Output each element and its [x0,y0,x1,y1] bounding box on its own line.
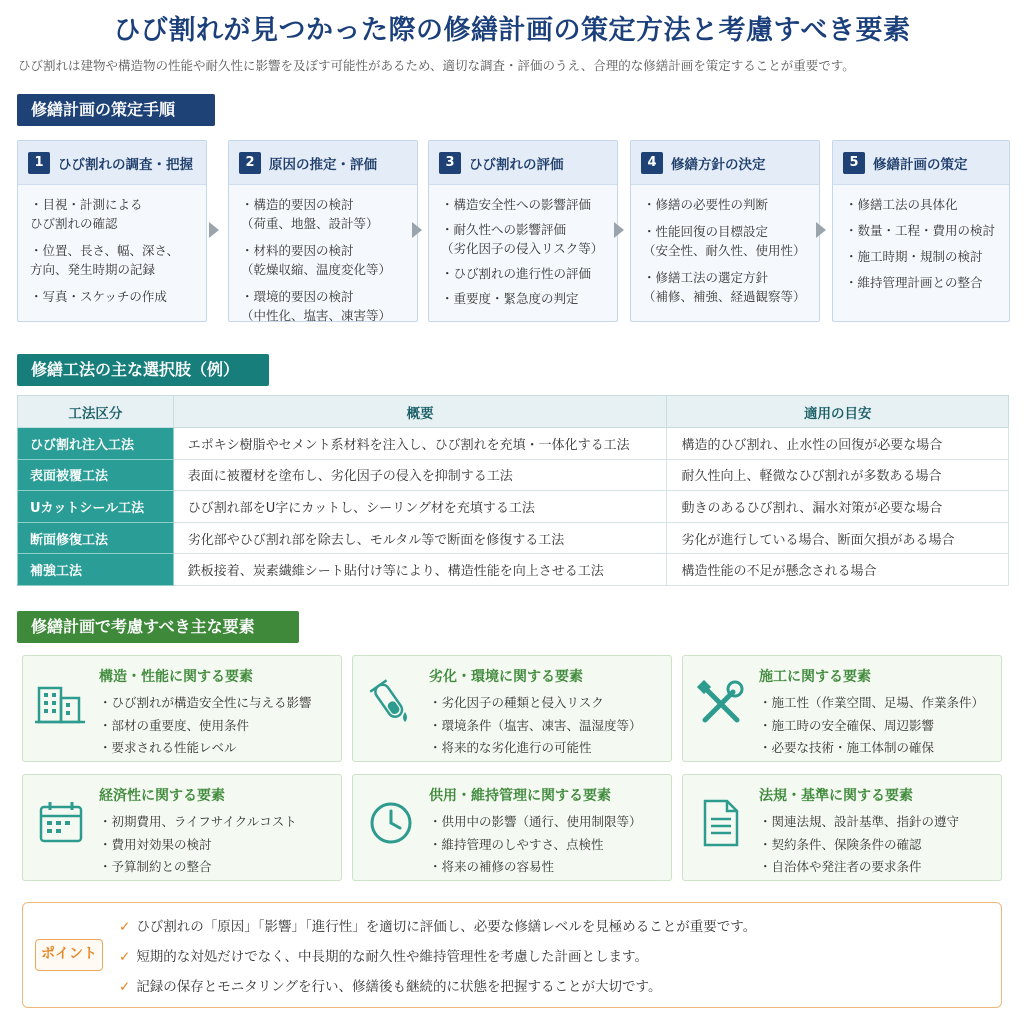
checkmark-icon: ✓ [119,919,131,935]
step-card-4 [630,140,820,322]
page-subtitle: ひび割れは建物や構造物の性能や耐久性に影響を及ぼす可能性があるため、適切な調査・評価のうえ、合理的な修繕計画を策定することが重要です。 [18,58,855,73]
arrow-right-icon [412,222,422,238]
point-line [119,915,756,935]
calendar-icon [33,795,89,851]
clock-icon [363,795,419,851]
document-icon [693,795,749,851]
factor-item: ・施工時の安全確保、周辺影響 [759,717,935,733]
step-item: ・施工時期・規制の検討 [845,249,983,264]
step-item: ・重要度・緊急度の判定 [441,291,579,306]
factor-item: ・将来的な劣化進行の可能性 [429,740,592,755]
factor-item: ・維持管理のしやすさ、点検性 [429,836,604,852]
factor-title: 経済性に関する要素 [99,788,225,804]
step-item: ・数量・工程・費用の検討 [845,223,996,238]
factor-item: ・供用中の影響（通行、使用制限等） [429,814,642,829]
checkmark-icon: ✓ [119,979,131,995]
step-item: ・構造安全性への影響評価 [441,197,592,212]
step-header [429,141,617,185]
arrow-right-icon [209,222,219,238]
page-title: ひび割れが見つかった際の修繕計画の策定方法と考慮すべき要素 [113,15,911,46]
method-summary: エポキシ樹脂やセメント系材料を注入し、ひび割れを充填・一体化する工法 [173,428,667,460]
step-item: ・修繕工法の具体化 [845,197,958,212]
factor-card-construction [682,655,1002,762]
step-header [229,141,417,185]
step-title: 原因の推定・評価 [269,156,377,173]
factors-heading: 修繕計画で考慮すべき主な要素 [17,611,299,643]
column-header: 適用の目安 [667,396,1009,428]
factor-card-deterioration [352,655,672,762]
methods-heading: 修繕工法の主な選択肢（例） [17,354,269,386]
factor-item: ・施工性（作業空間、足場、作業条件） [759,695,985,710]
point-line [119,975,661,995]
factor-card-economy [22,774,342,881]
table-row [18,522,1009,554]
step-item: ・修繕工法の選定方針 （補修、補強、経過観察等） [643,270,806,304]
method-application: 耐久性向上、軽微なひび割れが多数ある場合 [667,459,1009,491]
method-summary: ひび割れ部をU字にカットし、シーリング材を充填する工法 [173,491,667,523]
factor-item: ・環境条件（塩害、凍害、温湿度等） [429,717,642,733]
step-title: 修繕方針の決定 [671,156,766,173]
method-name: 断面修復工法 [18,522,174,554]
step-title: ひび割れの調査・把握 [58,156,193,173]
table-header-row [18,396,1009,428]
factor-item: ・自治体や発注者の要求条件 [759,859,922,874]
method-summary: 鉄板接着、炭素繊維シート貼付け等により、構造性能を向上させる工法 [173,554,667,586]
factor-title: 施工に関する要素 [759,669,871,685]
step-card-1 [17,140,207,322]
step-header [18,141,206,185]
test-tube-icon [363,676,419,732]
step-item: ・目視・計測による ひび割れの確認 [30,197,143,231]
point-text: ひび割れの「原因」「影響」「進行性」を適切に評価し、必要な修繕レベルを見極めることが重要です。 [136,919,757,935]
factor-card-regulations [682,774,1002,881]
step-item: ・耐久性への影響評価 （劣化因子の侵入リスク等） [441,222,604,256]
method-name: Uカットシール工法 [18,491,174,523]
method-name: 補強工法 [18,554,174,586]
table-row [18,491,1009,523]
step-item: ・環境的要因の検討 （中性化、塩害、凍害等） [241,289,392,323]
step-item: ・維持管理計画との整合 [845,275,983,290]
method-application: 動きのあるひび割れ、漏水対策が必要な場合 [667,491,1009,523]
methods-table [17,395,1009,586]
factor-title: 法規・基準に関する要素 [759,788,913,804]
step-number: 1 [28,152,50,174]
step-number: 2 [239,152,261,174]
method-summary: 表面に被覆材を塗布し、劣化因子の侵入を抑制する工法 [173,459,667,491]
method-application: 構造性能の不足が懸念される場合 [667,554,1009,586]
factor-item: ・関連法規、設計基準、指針の遵守 [759,814,960,829]
factor-title: 供用・維持管理に関する要素 [429,788,611,804]
method-application: 構造的ひび割れ、止水性の回復が必要な場合 [667,428,1009,460]
table-row [18,428,1009,460]
arrow-right-icon [816,222,826,238]
factor-item: ・契約条件、保険条件の確認 [759,836,922,852]
building-icon [33,676,89,732]
factor-title: 劣化・環境に関する要素 [429,669,583,685]
step-item: ・位置、長さ、幅、深さ、 方向、発生時期の記録 [30,243,180,277]
step-card-5 [832,140,1010,322]
method-summary: 劣化部やひび割れ部を除去し、モルタル等で断面を修復する工法 [173,522,667,554]
checkmark-icon: ✓ [119,949,131,965]
point-text: 短期的な対処だけでなく、中長期的な耐久性や維持管理性を考慮した計画とします。 [136,949,648,965]
step-item: ・材料的要因の検討 （乾燥収縮、温度変化等） [241,243,392,277]
point-line [119,945,648,965]
factor-item: ・必要な技術・施工体制の確保 [759,740,935,755]
factor-item: ・要求される性能レベル [99,740,237,755]
factor-title: 構造・性能に関する要素 [99,669,253,685]
table-row [18,459,1009,491]
step-header [833,141,1009,185]
column-header: 工法区分 [18,396,174,428]
factor-item: ・将来の補修の容易性 [429,859,555,874]
step-title: ひび割れの評価 [469,156,564,173]
factor-item: ・予算制約との整合 [99,859,212,874]
step-header [631,141,819,185]
point-badge: ポイント [35,939,103,971]
procedure-heading: 修繕計画の策定手順 [17,94,215,126]
step-item: ・構造的要因の検討 （荷重、地盤、設計等） [241,197,379,231]
table-row [18,554,1009,586]
step-number: 5 [843,152,865,174]
step-number: 4 [641,152,663,174]
step-item: ・修繕の必要性の判断 [643,197,769,212]
step-card-3 [428,140,618,322]
step-card-2 [228,140,418,322]
factor-card-maintenance [352,774,672,881]
factor-item: ・初期費用、ライフサイクルコスト [99,814,297,829]
factor-card-structure [22,655,342,762]
method-name: ひび割れ注入工法 [18,428,174,460]
step-item: ・写真・スケッチの作成 [30,289,167,304]
step-number: 3 [439,152,461,174]
column-header: 概要 [173,396,667,428]
factor-item: ・費用対効果の検討 [99,836,212,852]
step-item: ・ひび割れの進行性の評価 [441,266,592,281]
point-box [22,902,1002,1008]
tools-icon [693,676,749,732]
step-item: ・性能回復の目標設定 （安全性、耐久性、使用性） [643,224,806,258]
arrow-right-icon [614,222,624,238]
step-title: 修繕計画の策定 [873,156,968,173]
factor-item: ・劣化因子の種類と侵入リスク [429,695,604,710]
method-name: 表面被覆工法 [18,459,174,491]
method-application: 劣化が進行している場合、断面欠損がある場合 [667,522,1009,554]
factor-item: ・ひび割れが構造安全性に与える影響 [99,695,312,710]
point-text: 記録の保存とモニタリングを行い、修繕後も継続的に状態を把握することが大切です。 [136,979,662,995]
factor-item: ・部材の重要度、使用条件 [99,717,250,733]
